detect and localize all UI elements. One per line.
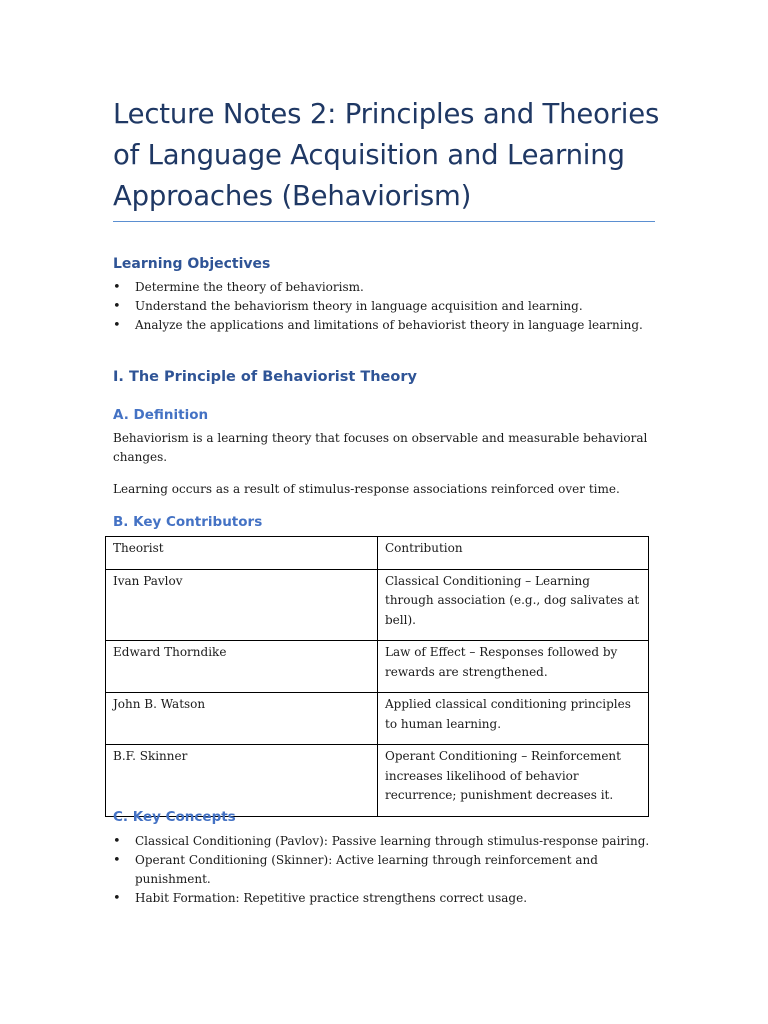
table-row	[106, 641, 649, 693]
table-cell: B.F. Skinner	[106, 745, 378, 817]
table-cell: John B. Watson	[106, 693, 378, 745]
objectives-heading: Learning Objectives	[113, 256, 271, 272]
table-cell: Operant Conditioning – Reinforcement increases likelihood of behavior recurrence; punishment decreases it.	[378, 745, 649, 817]
list-item: • Operant Conditioning (Skinner): Active learning through reinforcement and punishment.	[113, 851, 673, 889]
table-cell: Ivan Pavlov	[106, 569, 378, 641]
table-cell: Edward Thorndike	[106, 641, 378, 693]
list-item: • Classical Conditioning (Pavlov): Passive learning through stimulus-response pairing.	[113, 832, 673, 851]
concepts-list	[113, 832, 673, 908]
concepts-heading: C. Key Concepts	[113, 809, 236, 825]
contributors-table	[105, 536, 649, 817]
objectives-list	[113, 278, 673, 335]
table-header-cell: Contribution	[378, 537, 649, 570]
table-row	[106, 745, 649, 817]
table-row	[106, 569, 649, 641]
table-row	[106, 693, 649, 745]
list-item: • Habit Formation: Repetitive practice strengthens correct usage.	[113, 889, 673, 908]
section-heading: I. The Principle of Behaviorist Theory	[113, 369, 417, 385]
definition-paragraph: Behaviorism is a learning theory that focuses on observable and measurable behavioral changes.	[113, 431, 648, 464]
definition-paragraph: Learning occurs as a result of stimulus-response associations reinforced over time.	[113, 482, 620, 496]
list-item: • Determine the theory of behaviorism.	[113, 278, 673, 297]
table-cell: Applied classical conditioning principles to human learning.	[378, 693, 649, 745]
table-header-cell: Theorist	[106, 537, 378, 570]
title-divider	[113, 221, 655, 222]
table-cell: Law of Effect – Responses followed by rewards are strengthened.	[378, 641, 649, 693]
contributors-heading: B. Key Contributors	[113, 514, 263, 530]
table-header-row	[106, 537, 649, 570]
page-title: Lecture Notes 2: Principles and Theories of Language Acquisition and Learning Approaches (Behaviorism)	[113, 98, 660, 212]
table-cell: Classical Conditioning – Learning through association (e.g., dog salivates at bell).	[378, 569, 649, 641]
list-item: • Analyze the applications and limitations of behaviorist theory in language learning.	[113, 316, 673, 335]
definition-heading: A. Definition	[113, 407, 209, 423]
list-item: • Understand the behaviorism theory in language acquisition and learning.	[113, 297, 673, 316]
